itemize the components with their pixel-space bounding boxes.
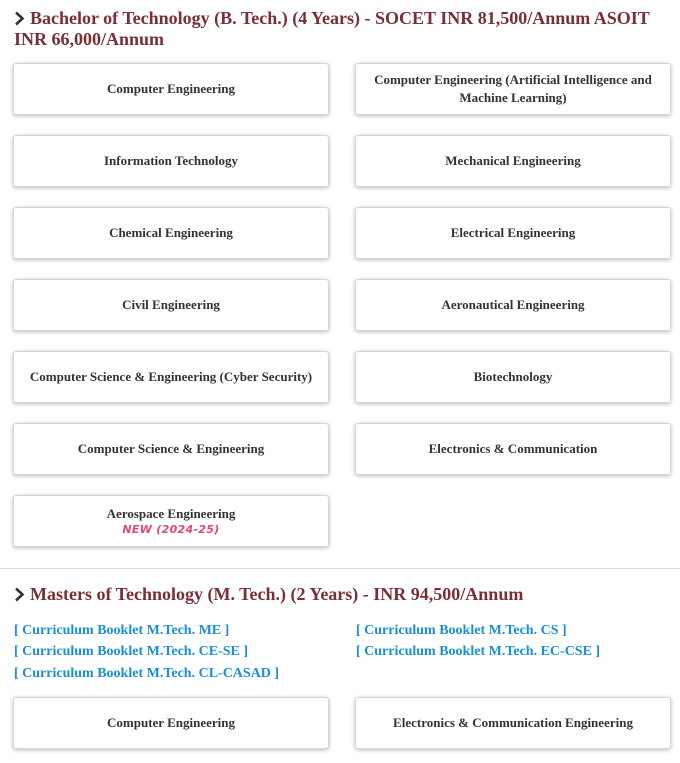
program-biotechnology-button[interactable]: Biotechnology (355, 351, 671, 403)
curriculum-link-ce-se[interactable]: [ Curriculum Booklet M.Tech. CE-SE ] (14, 644, 248, 659)
mtech-program-computer-engineering-button[interactable]: Computer Engineering (13, 697, 329, 749)
section-divider (0, 568, 680, 569)
mtech-program-electronics-communication-button[interactable]: Electronics & Communication Engineering (355, 697, 671, 749)
mtech-title-text: Masters of Technology (M. Tech.) (2 Years) - INR 94,500/Annum (30, 584, 524, 604)
program-civil-engineering-button[interactable]: Civil Engineering (13, 279, 329, 331)
program-information-technology-button[interactable]: Information Technology (13, 135, 329, 187)
program-computer-engineering-button[interactable]: Computer Engineering (13, 63, 329, 115)
new-badge: NEW (2024-25) (122, 523, 220, 536)
chevron-right-icon (14, 584, 30, 602)
program-chemical-engineering-button[interactable]: Chemical Engineering (13, 207, 329, 259)
program-electrical-engineering-button[interactable]: Electrical Engineering (355, 207, 671, 259)
curriculum-link-me[interactable]: [ Curriculum Booklet M.Tech. ME ] (14, 623, 230, 638)
btech-section-title (14, 8, 664, 50)
program-mechanical-engineering-button[interactable]: Mechanical Engineering (355, 135, 671, 187)
chevron-right-icon (14, 8, 30, 26)
program-cse-cyber-security-button[interactable]: Computer Science & Engineering (Cyber Security) (13, 351, 329, 403)
curriculum-link-cs[interactable]: [ Curriculum Booklet M.Tech. CS ] (356, 623, 567, 638)
program-electronics-communication-button[interactable]: Electronics & Communication (355, 423, 671, 475)
program-cse-button[interactable]: Computer Science & Engineering (13, 423, 329, 475)
btech-title-text: Bachelor of Technology (B. Tech.) (4 Years) - SOCET INR 81,500/Annum ASOIT INR 66,000/Annum (14, 8, 650, 49)
mtech-section-title (14, 584, 664, 605)
curriculum-link-cl-casad[interactable]: [ Curriculum Booklet M.Tech. CL-CASAD ] (14, 666, 280, 681)
program-ce-ai-ml-button[interactable]: Computer Engineering (Artificial Intelligence and Machine Learning) (355, 63, 671, 115)
curriculum-link-ec-cse[interactable]: [ Curriculum Booklet M.Tech. EC-CSE ] (356, 644, 601, 659)
program-aerospace-engineering-button[interactable]: Aerospace Engineering NEW (2024-25) (13, 495, 329, 547)
program-aeronautical-engineering-button[interactable]: Aeronautical Engineering (355, 279, 671, 331)
